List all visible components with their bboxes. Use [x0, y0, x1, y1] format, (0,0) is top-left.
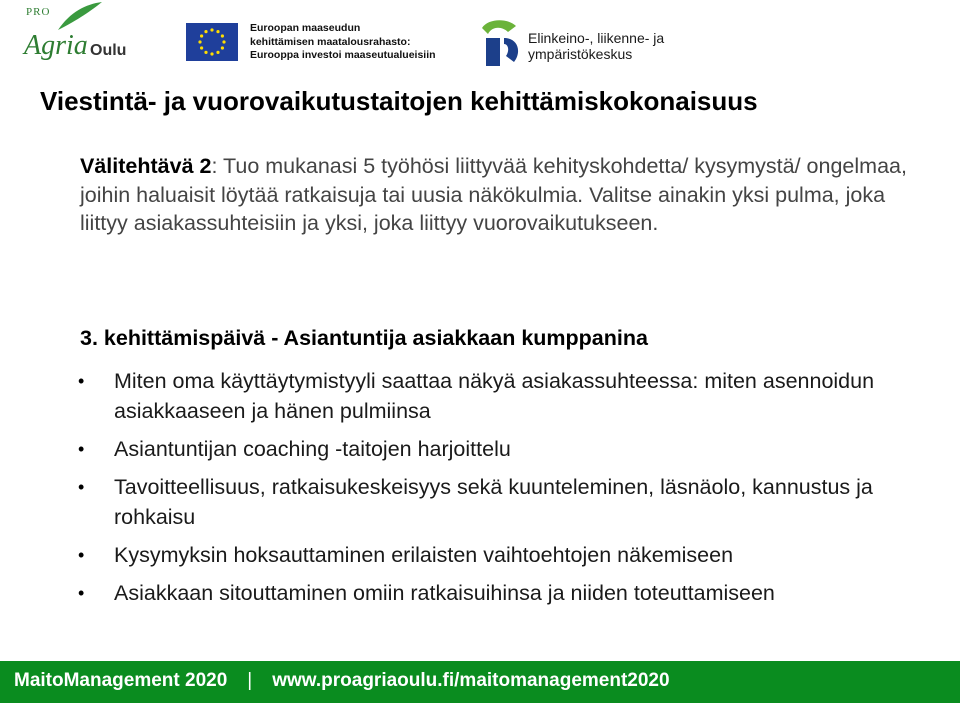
slide-title: Viestintä- ja vuorovaikutustaitojen kehittämiskokonaisuus — [40, 86, 758, 116]
list-item — [76, 434, 946, 464]
bullet-icon: • — [78, 439, 85, 459]
intro-paragraph — [80, 152, 920, 238]
logo-pro-text: PRO — [26, 6, 51, 18]
eu-flag-icon — [186, 23, 238, 61]
leaf-icon — [56, 2, 104, 32]
list-item-text: Asiakkaan sitouttaminen omiin ratkaisuihinsa ja niiden toteuttamiseen — [114, 581, 775, 605]
eu-line-2: kehittämisen maatalousrahasto: — [250, 35, 411, 48]
list-item — [76, 578, 946, 608]
footer-brand: MaitoManagement 2020 — [14, 670, 228, 691]
ely-text — [528, 30, 664, 62]
ely-line-2: ympäristökeskus — [528, 46, 633, 62]
bullet-icon: • — [78, 371, 85, 391]
bullet-list — [76, 366, 946, 616]
section-heading: 3. kehittämispäivä - Asiantuntija asiakkaan kumppanina — [80, 326, 648, 350]
list-item — [76, 540, 946, 570]
bullet-icon: • — [78, 477, 85, 497]
list-item-text: Asiantuntijan coaching -taitojen harjoittelu — [114, 437, 511, 461]
proagria-oulu-logo — [22, 2, 132, 82]
logo-oulu-text: Oulu — [90, 42, 127, 59]
footer-separator: | — [247, 670, 253, 691]
list-item-text: Tavoitteellisuus, ratkaisukeskeisyys sekä kuunteleminen, läsnäolo, kannustus ja rohkaisu — [114, 475, 873, 529]
list-item-text: Miten oma käyttäytymistyyli saattaa näkyä asiakassuhteessa: miten asennoidun asiakkaaseen ja hänen pulmiinsa — [114, 369, 875, 423]
footer-bar — [0, 661, 960, 703]
eu-line-1: Euroopan maaseudun — [250, 22, 361, 34]
ely-logo-icon — [478, 18, 524, 72]
bullet-icon: • — [78, 545, 85, 565]
ely-line-1: Elinkeino-, liikenne- ja — [528, 30, 665, 46]
list-item — [76, 472, 946, 532]
intro-text: : Tuo mukanasi 5 työhösi liittyvää kehityskohdetta/ kysymystä/ ongelmaa, joihin haluaisit löytää ratkaisuja tai uusia näkökulmia. Valitse ainakin yksi pulma, joka liittyy asiakassuhteisiin ja yksi, joka liittyy vuorovaikutukseen. — [80, 154, 907, 235]
logo-bar — [0, 0, 960, 86]
eu-fund-text — [250, 22, 436, 63]
list-item-text: Kysymyksin hoksauttaminen erilaisten vaihtoehtojen näkemiseen — [114, 543, 734, 567]
eu-line-3: Eurooppa investoi maaseutualueisiin — [250, 49, 436, 61]
list-item — [76, 366, 946, 426]
footer-link[interactable]: www.proagriaoulu.fi/maitomanagement2020 — [272, 670, 670, 691]
footer-text — [14, 670, 670, 692]
intro-lead: Välitehtävä 2 — [80, 154, 212, 178]
bullet-icon: • — [78, 583, 85, 603]
logo-agria-text: Agria — [24, 30, 88, 61]
